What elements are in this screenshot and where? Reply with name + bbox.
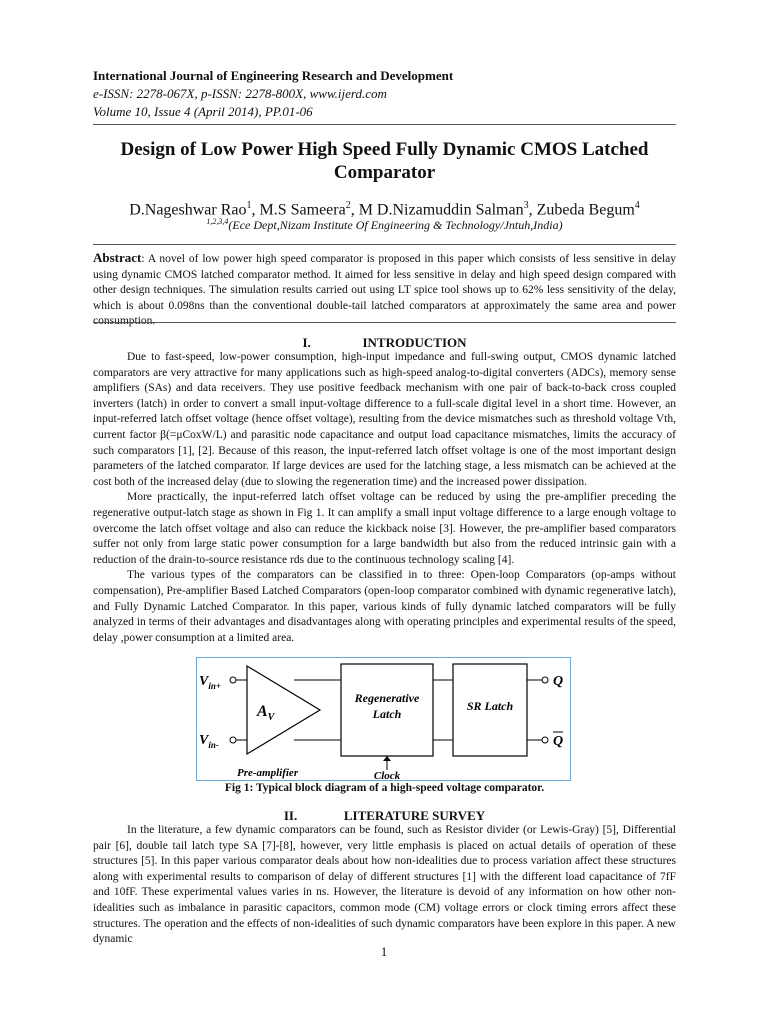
- header-rule: [93, 124, 676, 125]
- qbar-terminal: [542, 737, 548, 743]
- journal-name: International Journal of Engineering Research and Development: [93, 68, 454, 83]
- author-name: D.Nageshwar Rao: [129, 201, 247, 219]
- section-title: LITERATURE SURVEY: [343, 808, 486, 823]
- journal-issn: e-ISSN: 2278-067X, p-ISSN: 2278-800X, www.ijerd.com: [93, 86, 387, 101]
- journal-header: [93, 67, 453, 121]
- journal-volume: Volume 10, Issue 4 (April 2014), PP.01-06: [93, 104, 313, 119]
- vin-minus-label: $V_{in-}$: [199, 733, 219, 750]
- vin-minus-terminal: [230, 737, 236, 743]
- q-output-label: Q: [553, 674, 564, 689]
- abstract-bottom-rule: [93, 322, 676, 323]
- author-name: M.S Sameera: [259, 201, 346, 219]
- abstract-block: [93, 250, 676, 330]
- literature-body: [93, 823, 676, 948]
- author-sup: 4: [634, 200, 640, 211]
- clock-label: Clock: [373, 770, 401, 780]
- paper-title: [93, 138, 676, 184]
- author-sup: 1: [246, 200, 252, 211]
- abstract-top-rule: [93, 244, 676, 245]
- author-name: M D.Nizamuddin Salman: [358, 201, 524, 219]
- preamplifier-label: Pre-amplifier: [237, 767, 299, 779]
- figure-block-diagram: [196, 657, 571, 781]
- vin-plus-terminal: [230, 677, 236, 683]
- figure-caption: Fig 1: Typical block diagram of a high-speed voltage comparator.: [224, 782, 545, 794]
- title-line-1: Design of Low Power High Speed Fully Dynamic CMOS Latched: [120, 139, 649, 160]
- introduction-body: [93, 350, 676, 646]
- paragraph: In the literature, a few dynamic comparators can be found, such as Resistor divider (or Lewis-Gray) [5], Differential pair [6], double tail latch type SA [7]-[8], however, very little emphasis is placed on actual details of operation of these structures [5]. In this paper various comparator deals about how non-idealities due to process variation affect these structures along with experimental results to comparison of delay of different structures [1] with the different load capacitance of 7fF and 10fF. These experimental values varies in ns. However, the literature is devoid of any information on how other non-idealities such as imbalance in parasitic capacitors, common mode (CM) voltage errors or clock timing errors affect these structures. The operation and the effects of non-idealities of such dynamic comparators have been explore in this paper. A new dynamic: [93, 824, 676, 946]
- abstract-label: Abstract: [93, 250, 142, 265]
- qbar-output-label: Q: [553, 734, 564, 749]
- paragraph: Due to fast-speed, low-power consumption, high-input impedance and full-swing output, CMOS dynamic latched comparators are very attractive for many applications such as high-speed analog-to-digital converters (ADCs), memory sense amplifiers (SAs) and data receivers. They use positive feedback mechanism with one pair of back-to-back cross coupled inverters (latch) in order to convert a small input-voltage difference to a full-scale digital level in a short time. However, an input-referred latch offset voltage (hence offset voltage), resulting from the device mismatches such as threshold voltage Vth, current factor β(=μCoxW/L) and parasitic node capacitance and output load capacitance mismatches, limits the accuracy of such comparators [1], [2]. Because of this reason, the input-referred latch offset voltage is one of the most important design parameters of the latched comparator. If large devices are used for the latching stage, a less mismatch can be achieved at the cost both of the increased delay (due to slowing the regeneration time) and the increased power dissipation.: [93, 351, 676, 488]
- vin-plus-label: $V_{in+}$: [199, 674, 221, 691]
- section-heading-introduction: [93, 335, 676, 351]
- abstract-text: : A novel of low power high speed comparator is proposed in this paper which consists of less sensitive in delay using dynamic CMOS latched comparator method. It aimed for less sensitive in delay and high speed design compared with other design techniques. The simulation results carried out using LT spice tool shows up to 62% less sensitivity of the delay, which is about 0.098ns than the conventional double-tail latched comparators at approximately the same area and power consumption.: [93, 253, 676, 327]
- author-sup: 2: [345, 200, 351, 211]
- title-line-2: Comparator: [333, 162, 436, 183]
- section-heading-literature-survey: [93, 808, 676, 824]
- affiliation-text: (Ece Dept,Nizam Institute Of Engineering & Technology/Jntuh,India): [228, 218, 563, 232]
- author-name: Zubeda Begum: [536, 201, 635, 219]
- section-title: INTRODUCTION: [362, 335, 467, 350]
- sr-latch-label: SR Latch: [466, 699, 514, 713]
- author-list: D.Nageshwar Rao$^1$, M.S Sameera$^2$, M D.Nizamuddin Salman$^3$, Zubeda Begum$^4$: [129, 200, 640, 219]
- latch-label-line1: Regenerative: [354, 691, 420, 705]
- page-number: 1: [380, 944, 388, 959]
- clock-arrow-head: [383, 756, 391, 761]
- paragraph: The various types of the comparators can be classified in to three: Open-loop Comparators (op-amps without compensation), Pre-amplifier Based Latched Comparators (open-loop comparator combined with dynamic regenerative latch), and Fully Dynamic Latched Comparator. In this paper, various kinds of fully dynamic latched comparators will be fully analyzed in terms of their advantages and disadvantages along with operating principles and experimental results of the speed, delay ,power consumption at a limited area.: [93, 569, 676, 644]
- latch-label-line2: Latch: [372, 707, 402, 721]
- affiliation-sup: 1,2,3,4: [206, 217, 229, 226]
- affiliation: [93, 214, 676, 233]
- section-number: II.: [283, 808, 298, 823]
- comparator-block-diagram: [197, 658, 570, 780]
- q-terminal: [542, 677, 548, 683]
- section-number: I.: [302, 335, 311, 350]
- amplifier-gain-label: $A_V$: [257, 703, 275, 723]
- paragraph: More practically, the input-referred latch offset voltage can be reduced by using the pre-amplifier preceding the regenerative output-latch stage as shown in Fig 1. It can amplify a small input voltage difference to a large enough voltage to overcome the latch offset voltage and also can reduce the kickback noise [3]. However, the pre-amplifier based comparators suffer not only from large static power consumption for a large bandwidth but also from the reduced intrinsic gain with a reduction of the drain-to-source resistance rds due to the continuous technology scaling [4].: [93, 491, 676, 566]
- author-sup: 3: [523, 200, 529, 211]
